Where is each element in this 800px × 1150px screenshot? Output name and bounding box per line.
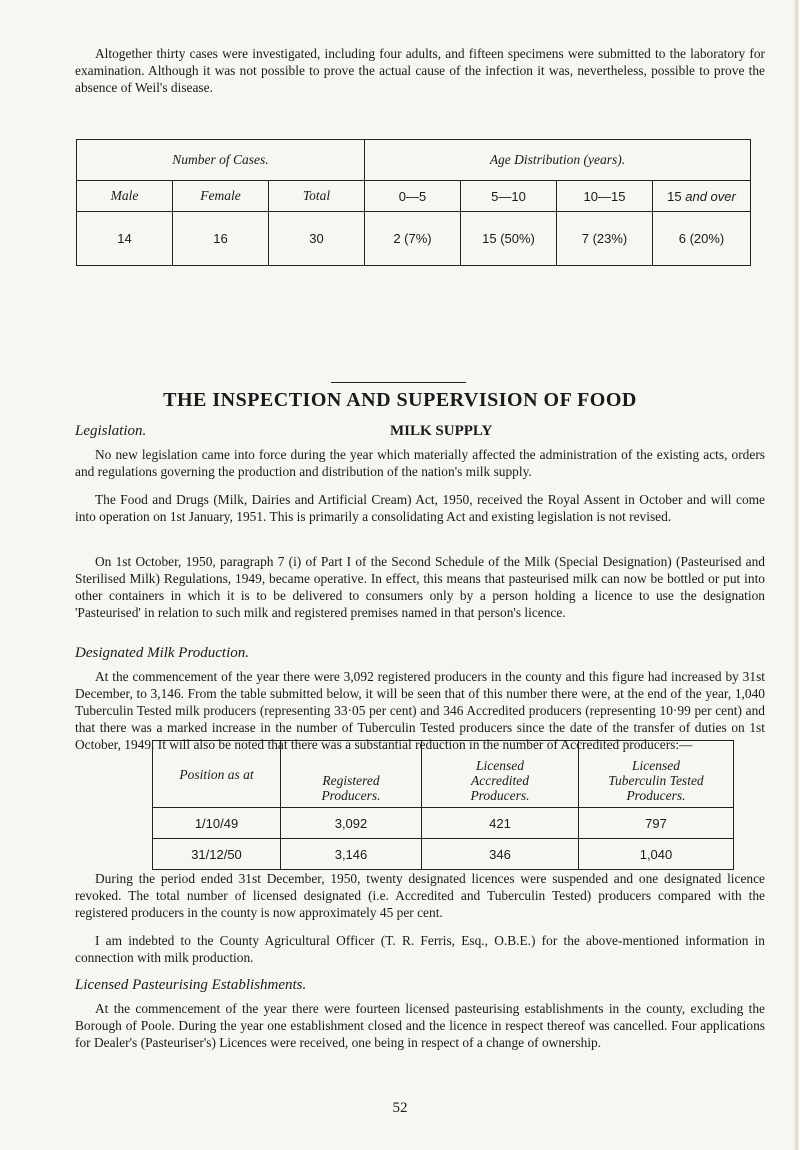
designated-paragraph: At the commencement of the year there were 3,092 registered producers in the county and this figure had increased by 31st December, to 3,146. From the table submitted below, it will be seen that of this number there were, at the end of the year, 1,040 Tuberculin Tested milk producers (representing 33·05 per cent) and 346 Accredited producers (representing 10·99 per cent) and that there was a marked increase in the number of Tuberculin Tested producers since the date of the transfer of duties on 1st October, 1949. It will also be noted that there was a substantial reduction in the number of Accredited producers:— bbox=[75, 669, 765, 752]
title-rule bbox=[331, 382, 466, 383]
section-title: THE INSPECTION AND SUPERVISION OF FOOD bbox=[163, 389, 637, 411]
value-age-10-15: 7 (23%) bbox=[557, 212, 653, 266]
value-age-15-over: 6 (20%) bbox=[653, 212, 751, 266]
table-row-cell: 1,040 bbox=[579, 839, 734, 870]
col-header-position: Position as at bbox=[153, 741, 281, 808]
table-row-cell: 3,092 bbox=[281, 808, 422, 839]
designated-milk-heading: Designated Milk Production. bbox=[75, 645, 249, 661]
value-male: 14 bbox=[77, 212, 173, 266]
age-group-header: Age Distribution (years). bbox=[365, 140, 751, 181]
pasteurising-heading: Licensed Pasteurising Establishments. bbox=[75, 977, 307, 993]
table-row-cell: 31/12/50 bbox=[153, 839, 281, 870]
col-header-age-10-15: 10—15 bbox=[557, 181, 653, 212]
page-number: 52 bbox=[392, 1100, 408, 1116]
col-header-male: Male bbox=[77, 181, 173, 212]
producers-table bbox=[152, 740, 734, 870]
cases-group-header: Number of Cases. bbox=[77, 140, 365, 181]
col-header-age-15-over: 15 and over bbox=[653, 181, 751, 212]
col-header-tuberculin: Licensed Tuberculin Tested Producers. bbox=[579, 741, 734, 808]
table-row-cell: 797 bbox=[579, 808, 734, 839]
cases-table bbox=[76, 139, 751, 266]
legislation-label: Legislation. bbox=[75, 423, 147, 439]
value-total: 30 bbox=[269, 212, 365, 266]
table-row-cell: 346 bbox=[422, 839, 579, 870]
table-row-cell: 1/10/49 bbox=[153, 808, 281, 839]
col-header-female: Female bbox=[173, 181, 269, 212]
milk-supply-heading: MILK SUPPLY bbox=[390, 423, 493, 439]
value-age-5-10: 15 (50%) bbox=[461, 212, 557, 266]
col-header-total: Total bbox=[269, 181, 365, 212]
col-header-age-0-5: 0—5 bbox=[365, 181, 461, 212]
legislation-paragraph-3: On 1st October, 1950, paragraph 7 (i) of Part I of the Second Schedule of the Milk (Special Designation) (Pasteurised and Sterilised Milk) Regulations, 1949, became operative. In effect, this means that pasteurised milk can now be bottled or put into other containers in which it is to be delivered to consumers only by a person holding a licence to use the designation 'Pasteurised' in relation to such milk and registered premises named in that person's licence. bbox=[75, 554, 765, 620]
col-header-accredited: Licensed Accredited Producers. bbox=[422, 741, 579, 808]
value-age-0-5: 2 (7%) bbox=[365, 212, 461, 266]
suspended-paragraph: During the period ended 31st December, 1950, twenty designated licences were suspended and one designated licence revoked. The total number of licensed designated (i.e. Accredited and Tuberculin Tested) producers compared with the registered producers in the county is now approximately 45 per cent. bbox=[75, 871, 765, 920]
intro-paragraph: Altogether thirty cases were investigated, including four adults, and fifteen specimens were submitted to the laboratory for examination. Although it was not possible to prove the actual cause of the infection it was, nevertheless, possible to prove the absence of Weil's disease. bbox=[75, 46, 765, 95]
indebted-paragraph: I am indebted to the County Agricultural Officer (T. R. Ferris, Esq., O.B.E.) for the above-mentioned information in connection with milk production. bbox=[75, 933, 765, 965]
value-female: 16 bbox=[173, 212, 269, 266]
page-edge-shadow bbox=[793, 0, 798, 1150]
pasteurising-paragraph: At the commencement of the year there were fourteen licensed pasteurising establishments in the county, excluding the Borough of Poole. During the year one establishment closed and the licence in respect thereof was cancelled. Four applications for Dealer's (Pasteuriser's) Licences were received, one being in respect of a change of ownership. bbox=[75, 1001, 765, 1050]
col-header-registered: Registered Producers. bbox=[281, 741, 422, 808]
col-header-age-5-10: 5—10 bbox=[461, 181, 557, 212]
legislation-paragraph-1: No new legislation came into force during the year which materially affected the administration of the existing acts, orders and regulations governing the production and distribution of the nation's milk supply. bbox=[75, 447, 765, 479]
legislation-paragraph-2: The Food and Drugs (Milk, Dairies and Artificial Cream) Act, 1950, received the Royal Assent in October and will come into operation on 1st January, 1951. This is primarily a consolidating Act and existing legislation is not revised. bbox=[75, 492, 765, 524]
table-row-cell: 3,146 bbox=[281, 839, 422, 870]
table-row-cell: 421 bbox=[422, 808, 579, 839]
